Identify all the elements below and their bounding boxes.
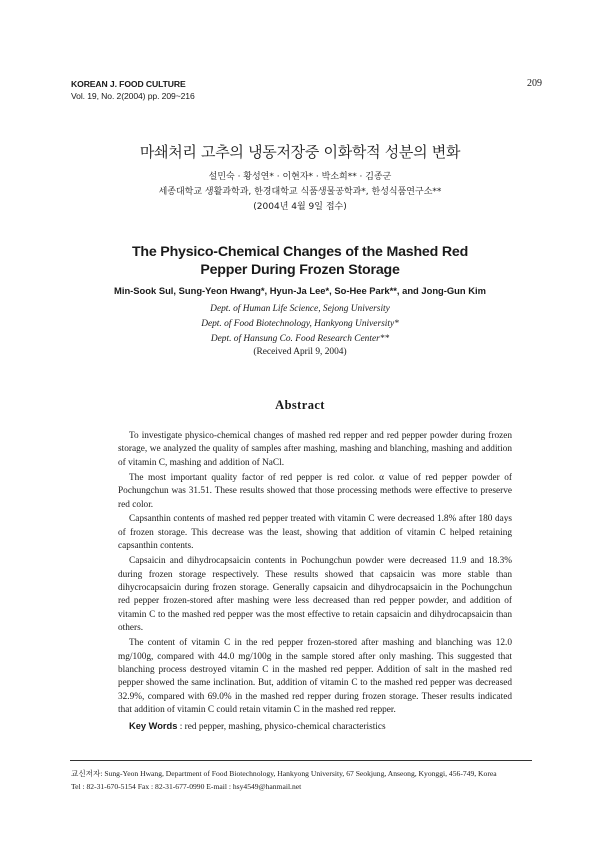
affiliation-2: Dept. of Food Biotechnology, Hankyong University* <box>201 319 399 329</box>
received-date: (Received April 9, 2004) <box>253 347 347 357</box>
journal-volume: Vol. 19, No. 2(2004) pp. 209~216 <box>71 91 195 101</box>
footer-divider <box>70 760 532 761</box>
english-title-line1: The Physico-Chemical Changes of the Mashed Red <box>131 244 469 260</box>
keywords-list: : red pepper, mashing, physico-chemical characteristics <box>177 721 386 732</box>
abstract-paragraph: The content of vitamin C in the red pepper frozen-stored after mashing and blanching was 12.0 mg/100g, compared with 44.0 mg/100g in the sample stored after only mashing. This suggested that blanching process destroyed vitamin C in the mashed red pepper. Addition of salt in the mashed red pepper showed the same inclination. But, addition of vitamin C to the mashed red pepper was decreased 32.9%, compared with 69.0% in the mashed red repper during frozen storage. Theser results indicated that addition of vitamin C could retain vitamin C in the mashed red repper. <box>118 638 512 716</box>
korean-received: (2004년 4월 9일 접수) <box>253 202 347 212</box>
korean-affiliations: 세종대학교 생활과학과, 한경대학교 식품생물공학과*, 한성식품연구소** <box>158 187 442 197</box>
abstract-body <box>118 430 512 734</box>
abstract-paragraph: The most important quality factor of red pepper is red color. α value of red pepper powder of Pochungchun was 31.51. These results showed that those processing methods were effective to preserve red color. <box>118 472 512 510</box>
korean-title: 마쇄처리 고추의 냉동저장중 이화학적 성분의 변화 <box>139 143 461 161</box>
korean-authors: 설민숙 · 황성연* · 이현자* · 박소희** · 김종군 <box>208 172 392 182</box>
english-authors: Min-Sook Sul, Sung-Yeon Hwang*, Hyun-Ja Lee*, So-Hee Park**, and Jong-Gun Kim <box>114 285 486 296</box>
english-title-line2: Pepper During Frozen Storage <box>200 262 400 278</box>
abstract-paragraph: To investigate physico-chemical changes of mashed red repper and red pepper powder during frozen storage, we analyzed the quality of samples after mashing, mashing and blanching, mashing and addition of vitamin C, mashing and addition of NaCl. <box>118 431 512 468</box>
keywords <box>118 720 512 734</box>
journal-name: KOREAN J. FOOD CULTURE <box>71 79 186 89</box>
keywords-label: Key Words <box>129 720 178 731</box>
abstract-heading: Abstract <box>275 398 325 412</box>
abstract-paragraph: Capsaicin and dihydrocapsaicin contents in Pochungchun powder were decreased 11.9 and 18.3% during frozen storage respectively. These results showed that capsaicin was more stable than dihycrocapsaicin during frozen storage. Generally capsaicin and dihydrocapsaicin in the Pochungchun red pepper frozen-stored after mashing were less decreased than red pepper powder, and addition of vitamin C to the mashed red pepper was the most effective to retain capsaicin and dihydrocapsaicin than others. <box>118 556 512 634</box>
corresponding-address: 교신저자: Sung-Yeon Hwang, Department of Food Biotechnology, Hankyong University, 67 Seokjung, Anseong, Kyonggi, 456-749, Korea <box>71 769 497 778</box>
affiliation-1: Dept. of Human Life Science, Sejong University <box>210 304 390 314</box>
journal-header <box>71 78 195 102</box>
affiliation-3: Dept. of Hansung Co. Food Research Center** <box>210 334 390 344</box>
abstract-paragraph: Capsanthin contents of mashed red pepper treated with vitamin C were decreased 1.8% after 180 days of frozen storage. This decrease was the least, showing that addition of vitamin C helped retaining capsanthin contents. <box>118 514 512 552</box>
page-number: 209 <box>527 78 542 89</box>
english-title <box>0 243 600 279</box>
corresponding-author <box>71 768 497 793</box>
corresponding-contact: Tel : 82-31-670-5154 Fax : 82-31-677-0990 E-mail : hsy4549@hanmail.net <box>71 781 302 791</box>
